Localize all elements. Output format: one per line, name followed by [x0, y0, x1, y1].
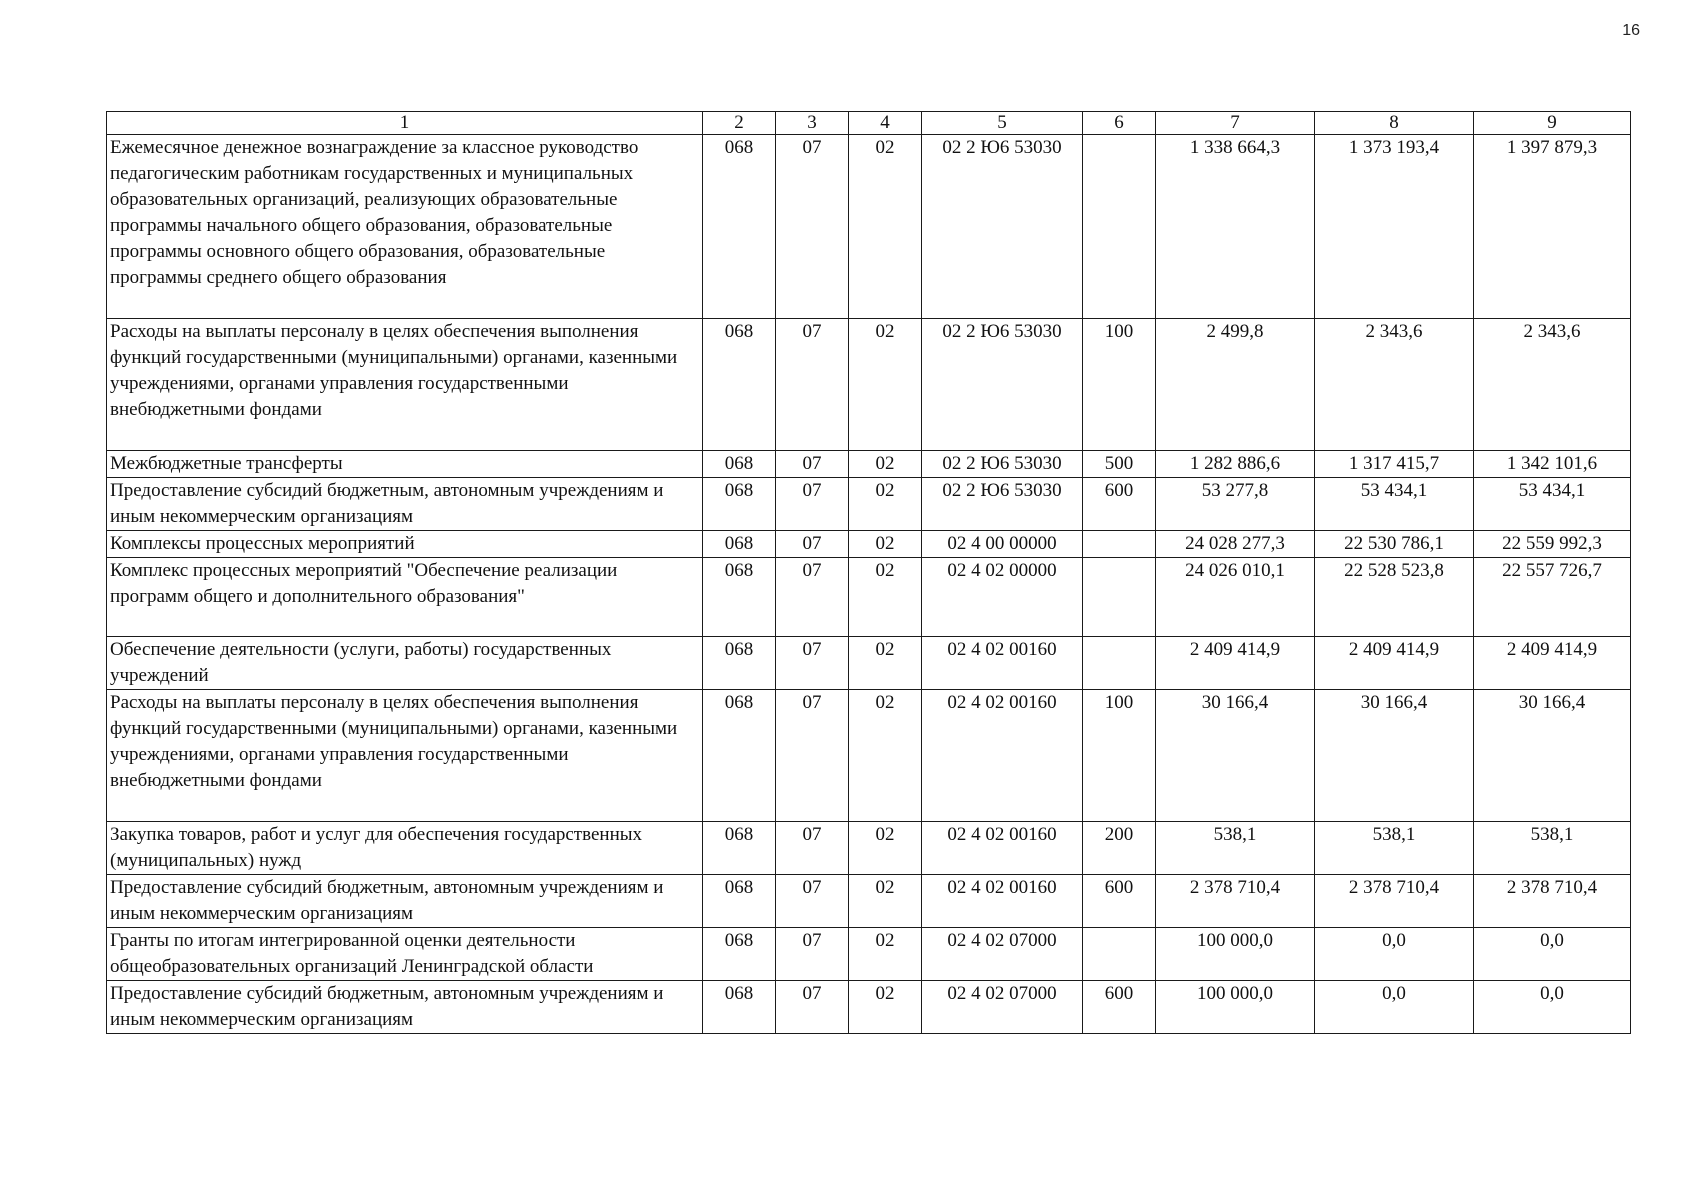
table-row — [107, 822, 1631, 875]
row-amount-col8: 2 343,6 — [1315, 319, 1474, 451]
table-row — [107, 531, 1631, 558]
row-amount-col9: 2 409 414,9 — [1474, 637, 1631, 690]
row-amount-col8: 0,0 — [1315, 981, 1474, 1034]
table-row — [107, 319, 1631, 451]
row-amount-col9: 538,1 — [1474, 822, 1631, 875]
row-target-article: 02 2 Ю6 53030 — [922, 319, 1083, 451]
row-name: Предоставление субсидий бюджетным, автономным учреждениям и иным некоммерческим организациям — [107, 478, 703, 531]
row-ministry-code: 068 — [703, 928, 776, 981]
row-name: Гранты по итогам интегрированной оценки деятельности общеобразовательных организаций Ленинградской области — [107, 928, 703, 981]
row-target-article: 02 4 00 00000 — [922, 531, 1083, 558]
row-expense-type — [1083, 531, 1156, 558]
row-ministry-code: 068 — [703, 690, 776, 822]
row-ministry-code: 068 — [703, 135, 776, 319]
row-name: Предоставление субсидий бюджетным, автономным учреждениям и иным некоммерческим организациям — [107, 875, 703, 928]
row-section: 07 — [776, 822, 849, 875]
row-expense-type: 200 — [1083, 822, 1156, 875]
row-amount-col8: 1 317 415,7 — [1315, 451, 1474, 478]
row-amount-col9: 1 342 101,6 — [1474, 451, 1631, 478]
row-amount-col8: 0,0 — [1315, 928, 1474, 981]
row-subsection: 02 — [849, 928, 922, 981]
row-expense-type: 100 — [1083, 690, 1156, 822]
row-ministry-code: 068 — [703, 531, 776, 558]
row-amount-col9: 22 557 726,7 — [1474, 558, 1631, 637]
row-subsection: 02 — [849, 135, 922, 319]
row-name: Межбюджетные трансферты — [107, 451, 703, 478]
row-amount-col7: 2 409 414,9 — [1156, 637, 1315, 690]
row-expense-type — [1083, 558, 1156, 637]
row-section: 07 — [776, 135, 849, 319]
header-col-3: 3 — [776, 112, 849, 135]
row-ministry-code: 068 — [703, 558, 776, 637]
row-amount-col9: 1 397 879,3 — [1474, 135, 1631, 319]
table-row — [107, 637, 1631, 690]
row-section: 07 — [776, 319, 849, 451]
row-section: 07 — [776, 531, 849, 558]
row-amount-col8: 1 373 193,4 — [1315, 135, 1474, 319]
row-name: Закупка товаров, работ и услуг для обеспечения государственных (муниципальных) нужд — [107, 822, 703, 875]
row-subsection: 02 — [849, 451, 922, 478]
row-expense-type: 600 — [1083, 875, 1156, 928]
row-amount-col7: 53 277,8 — [1156, 478, 1315, 531]
row-target-article: 02 2 Ю6 53030 — [922, 478, 1083, 531]
row-subsection: 02 — [849, 531, 922, 558]
row-expense-type: 600 — [1083, 478, 1156, 531]
row-subsection: 02 — [849, 875, 922, 928]
header-col-6: 6 — [1083, 112, 1156, 135]
table-body — [107, 135, 1631, 1034]
row-amount-col8: 53 434,1 — [1315, 478, 1474, 531]
row-ministry-code: 068 — [703, 319, 776, 451]
row-expense-type — [1083, 928, 1156, 981]
header-col-8: 8 — [1315, 112, 1474, 135]
row-amount-col7: 100 000,0 — [1156, 981, 1315, 1034]
table-row — [107, 451, 1631, 478]
row-amount-col8: 2 409 414,9 — [1315, 637, 1474, 690]
row-amount-col8: 2 378 710,4 — [1315, 875, 1474, 928]
row-amount-col7: 100 000,0 — [1156, 928, 1315, 981]
row-amount-col8: 538,1 — [1315, 822, 1474, 875]
row-subsection: 02 — [849, 690, 922, 822]
row-subsection: 02 — [849, 478, 922, 531]
row-amount-col9: 53 434,1 — [1474, 478, 1631, 531]
row-ministry-code: 068 — [703, 981, 776, 1034]
header-col-2: 2 — [703, 112, 776, 135]
row-ministry-code: 068 — [703, 637, 776, 690]
row-name: Расходы на выплаты персоналу в целях обеспечения выполнения функций государственными (муниципальными) органами, казенными учреждениями, органами управления государственными внебюджетными фондами — [107, 319, 703, 451]
row-name: Комплексы процессных мероприятий — [107, 531, 703, 558]
row-amount-col7: 2 499,8 — [1156, 319, 1315, 451]
row-target-article: 02 4 02 00160 — [922, 637, 1083, 690]
row-section: 07 — [776, 637, 849, 690]
row-section: 07 — [776, 875, 849, 928]
row-expense-type: 500 — [1083, 451, 1156, 478]
row-amount-col7: 24 028 277,3 — [1156, 531, 1315, 558]
row-name: Расходы на выплаты персоналу в целях обеспечения выполнения функций государственными (муниципальными) органами, казенными учреждениями, органами управления государственными внебюджетными фондами — [107, 690, 703, 822]
row-name: Предоставление субсидий бюджетным, автономным учреждениям и иным некоммерческим организациям — [107, 981, 703, 1034]
row-expense-type — [1083, 637, 1156, 690]
row-expense-type: 600 — [1083, 981, 1156, 1034]
row-ministry-code: 068 — [703, 451, 776, 478]
row-ministry-code: 068 — [703, 875, 776, 928]
budget-table — [106, 111, 1631, 1034]
row-amount-col7: 2 378 710,4 — [1156, 875, 1315, 928]
row-amount-col9: 0,0 — [1474, 928, 1631, 981]
row-target-article: 02 4 02 00160 — [922, 875, 1083, 928]
row-target-article: 02 4 02 00000 — [922, 558, 1083, 637]
header-col-7: 7 — [1156, 112, 1315, 135]
table-row — [107, 981, 1631, 1034]
row-subsection: 02 — [849, 637, 922, 690]
table-header — [107, 112, 1631, 135]
row-subsection: 02 — [849, 822, 922, 875]
table-row — [107, 135, 1631, 319]
row-target-article: 02 4 02 00160 — [922, 690, 1083, 822]
row-target-article: 02 4 02 07000 — [922, 981, 1083, 1034]
table-row — [107, 690, 1631, 822]
row-section: 07 — [776, 690, 849, 822]
row-target-article: 02 4 02 07000 — [922, 928, 1083, 981]
row-subsection: 02 — [849, 981, 922, 1034]
row-amount-col8: 22 530 786,1 — [1315, 531, 1474, 558]
row-amount-col9: 30 166,4 — [1474, 690, 1631, 822]
row-amount-col8: 30 166,4 — [1315, 690, 1474, 822]
row-section: 07 — [776, 928, 849, 981]
row-section: 07 — [776, 981, 849, 1034]
table-row — [107, 875, 1631, 928]
row-name: Обеспечение деятельности (услуги, работы) государственных учреждений — [107, 637, 703, 690]
row-name: Ежемесячное денежное вознаграждение за классное руководство педагогическим работникам государственных и муниципальных образовательных организаций, реализующих образовательные программы начального общего образования, образовательные программы основного общего образования, образовательные программы среднего общего образования — [107, 135, 703, 319]
row-amount-col8: 22 528 523,8 — [1315, 558, 1474, 637]
table-row — [107, 928, 1631, 981]
row-amount-col7: 1 282 886,6 — [1156, 451, 1315, 478]
row-amount-col9: 2 378 710,4 — [1474, 875, 1631, 928]
header-col-9: 9 — [1474, 112, 1631, 135]
row-target-article: 02 2 Ю6 53030 — [922, 135, 1083, 319]
row-target-article: 02 4 02 00160 — [922, 822, 1083, 875]
row-amount-col9: 22 559 992,3 — [1474, 531, 1631, 558]
row-ministry-code: 068 — [703, 822, 776, 875]
row-section: 07 — [776, 558, 849, 637]
row-section: 07 — [776, 478, 849, 531]
header-row — [107, 112, 1631, 135]
header-col-5: 5 — [922, 112, 1083, 135]
row-section: 07 — [776, 451, 849, 478]
row-expense-type — [1083, 135, 1156, 319]
row-target-article: 02 2 Ю6 53030 — [922, 451, 1083, 478]
table-row — [107, 478, 1631, 531]
header-col-4: 4 — [849, 112, 922, 135]
row-expense-type: 100 — [1083, 319, 1156, 451]
row-name: Комплекс процессных мероприятий "Обеспечение реализации программ общего и дополнительного образования" — [107, 558, 703, 637]
row-amount-col7: 538,1 — [1156, 822, 1315, 875]
row-amount-col9: 2 343,6 — [1474, 319, 1631, 451]
row-subsection: 02 — [849, 319, 922, 451]
row-amount-col7: 30 166,4 — [1156, 690, 1315, 822]
row-subsection: 02 — [849, 558, 922, 637]
row-amount-col7: 1 338 664,3 — [1156, 135, 1315, 319]
table-row — [107, 558, 1631, 637]
page-number: 16 — [1622, 22, 1640, 39]
row-amount-col7: 24 026 010,1 — [1156, 558, 1315, 637]
header-col-1: 1 — [107, 112, 703, 135]
row-ministry-code: 068 — [703, 478, 776, 531]
row-amount-col9: 0,0 — [1474, 981, 1631, 1034]
